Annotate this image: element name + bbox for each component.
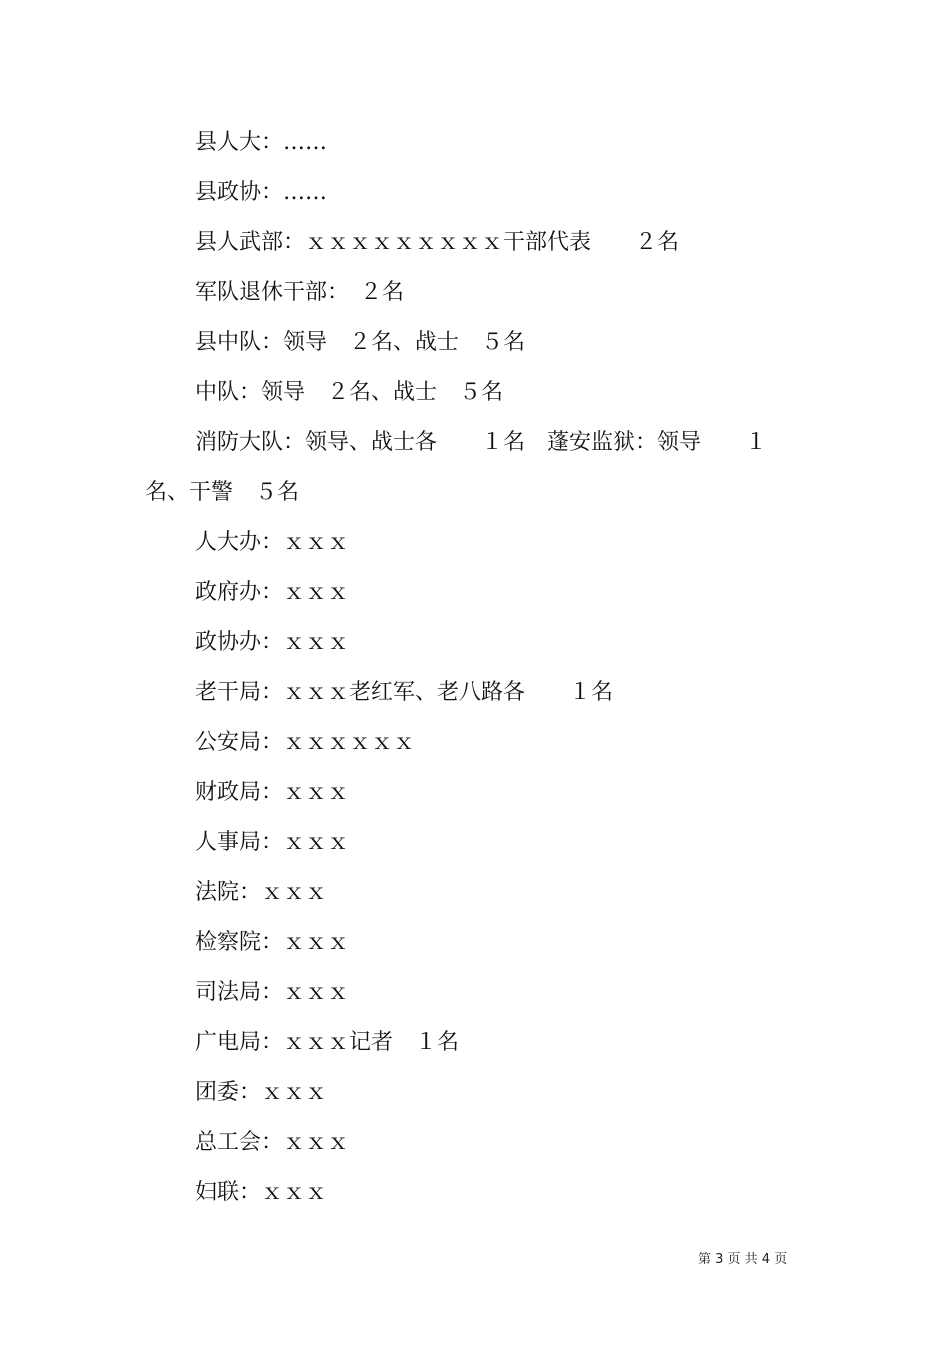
document-body: [145, 118, 805, 1218]
attendee-line: 中队：领导 ２名、战士 ５名: [195, 380, 504, 405]
attendee-line: 县中队：领导 ２名、战士 ５名: [195, 330, 526, 355]
attendee-line: 政协办：ｘｘｘ: [195, 630, 350, 655]
attendee-line: 妇联：ｘｘｘ: [195, 1180, 328, 1205]
attendee-line: 法院：ｘｘｘ: [195, 880, 328, 905]
attendee-line: 县人大：……: [195, 130, 328, 155]
attendee-line: 财政局：ｘｘｘ: [195, 780, 350, 805]
attendee-line: 人事局：ｘｘｘ: [195, 830, 350, 855]
attendee-line: 县人武部：ｘｘｘｘｘｘｘｘｘ干部代表 ２名: [195, 230, 680, 255]
attendee-line: 广电局：ｘｘｘ记者 １名: [195, 1030, 460, 1055]
attendee-line: 公安局：ｘｘｘｘｘｘ: [195, 730, 416, 755]
attendee-line: 消防大队：领导、战士各 １名 蓬安监狱：领导 １名、干警 ５名: [145, 430, 768, 505]
attendee-line: 检察院：ｘｘｘ: [195, 930, 350, 955]
attendee-line: 团委：ｘｘｘ: [195, 1080, 328, 1105]
attendee-line: 司法局：ｘｘｘ: [195, 980, 350, 1005]
page-number-footer: 第 3 页 共 4 页: [698, 1252, 788, 1267]
attendee-line: 军队退休干部： ２名: [195, 280, 405, 305]
attendee-line: 老干局：ｘｘｘ老红军、老八路各 １名: [195, 680, 614, 705]
attendee-line: 总工会：ｘｘｘ: [195, 1130, 350, 1155]
attendee-line: 县政协：……: [195, 180, 328, 205]
attendee-line: 人大办：ｘｘｘ: [195, 530, 350, 555]
attendee-line: 政府办：ｘｘｘ: [195, 580, 350, 605]
